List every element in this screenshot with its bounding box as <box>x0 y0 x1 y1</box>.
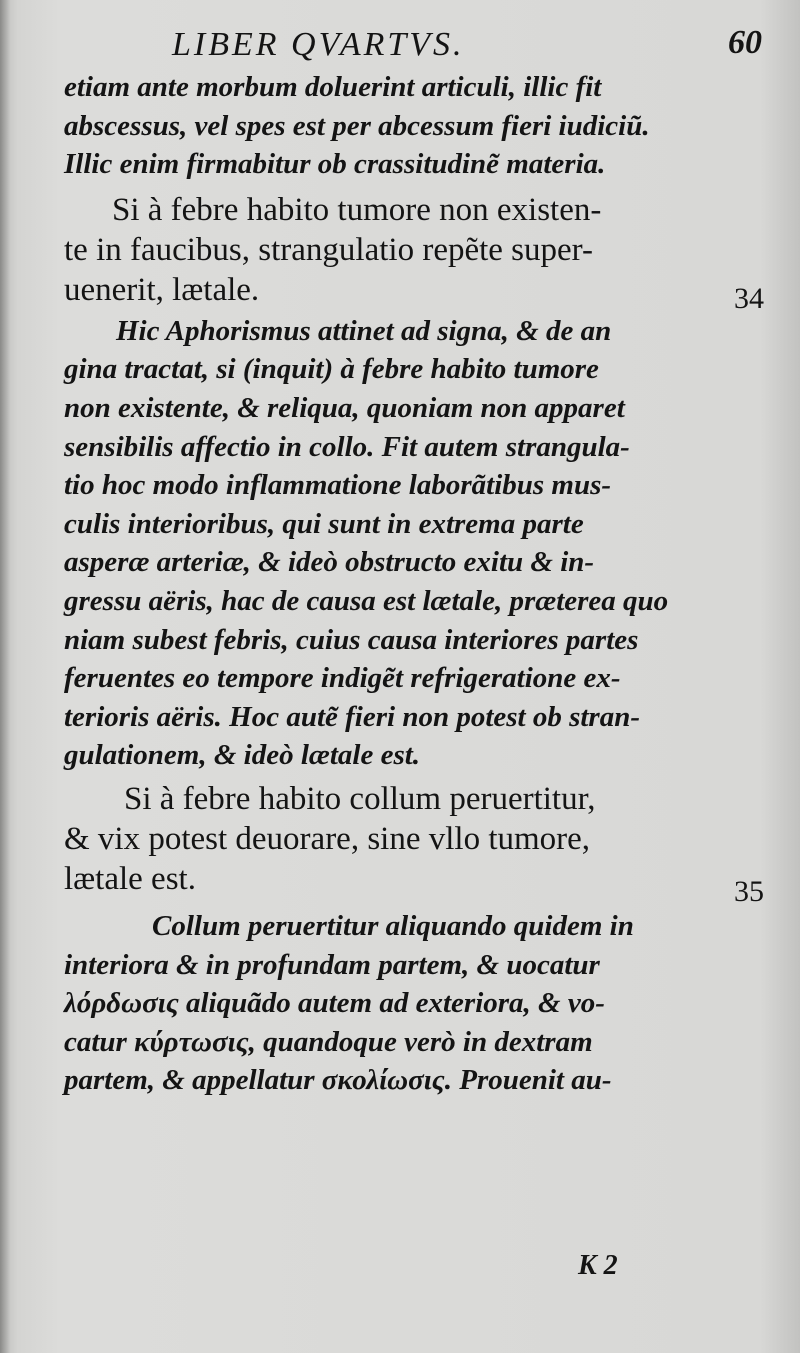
page-header <box>172 18 762 72</box>
text-line: partem, & appellatur σκολίωσις. Prouenit au- <box>64 1064 612 1097</box>
text-line: Hic Aphorismus attinet ad signa, & de an <box>116 314 612 347</box>
aphorism-number: 34 <box>734 281 764 315</box>
running-head: LIBER QVARTVS. <box>172 26 465 63</box>
aphorism-35 <box>64 779 764 908</box>
text-line: catur κύρτωσις, quandoque verò in dextram <box>64 1025 593 1058</box>
signature-mark: K 2 <box>578 1250 618 1281</box>
text-line: etiam ante morbum doluerint articuli, illic fit <box>64 71 602 103</box>
page-gutter-shadow <box>0 0 10 1353</box>
commentary-block <box>64 68 764 184</box>
text-column <box>64 68 764 1100</box>
folio-number: 60 <box>728 24 762 61</box>
commentary-block <box>64 907 764 1100</box>
text-line: culis interioribus, qui sunt in extrema parte <box>64 507 584 540</box>
text-line: uenerit, lætale. <box>64 271 260 308</box>
text-line: feruentes eo tempore indigẽt refrigeratione ex- <box>64 662 621 695</box>
text-line: Illic enim firmabitur ob crassitudinẽ materia. <box>64 148 606 181</box>
text-line: gina tractat, si (inquit) à febre habito tumore <box>64 353 599 386</box>
text-line: terioris aëris. Hoc autẽ fieri non potest ob stran- <box>64 700 641 733</box>
text-line: asperæ arteriæ, & ideò obstructo exitu & in- <box>64 546 595 579</box>
text-line: & vix potest deuorare, sine vllo tumore, <box>64 820 591 857</box>
text-line: sensibilis affectio in collo. Fit autem strangula- <box>64 430 630 463</box>
aphorism-number: 35 <box>734 874 764 908</box>
text-line: Si à febre habito tumore non existen- <box>112 191 602 228</box>
text-line: non existente, & reliqua, quoniam non apparet <box>64 391 625 424</box>
commentary-block <box>64 312 764 775</box>
text-line: niam subest febris, cuius causa interiores partes <box>64 623 639 656</box>
text-line: Si à febre habito collum peruertitur, <box>124 780 596 817</box>
aphorism-34 <box>64 190 764 315</box>
text-line: abscessus, vel spes est per abcessum fieri iudiciũ. <box>64 109 650 142</box>
text-line: gulationem, & ideò lætale est. <box>64 739 421 772</box>
text-line: lætale est. <box>64 860 196 897</box>
text-line: Collum peruertitur aliquando quidem in <box>152 909 634 942</box>
text-line: λόρδωσις aliquãdo autem ad exteriora, & vo- <box>64 987 605 1020</box>
text-line: gressu aëris, hac de causa est lætale, præterea quo <box>64 584 669 617</box>
text-line: te in faucibus, strangulatio repẽte super- <box>64 231 593 268</box>
text-line: tio hoc modo inflammatione laborãtibus mus- <box>64 469 612 502</box>
text-line: interiora & in profundam partem, & uocatur <box>64 948 600 981</box>
